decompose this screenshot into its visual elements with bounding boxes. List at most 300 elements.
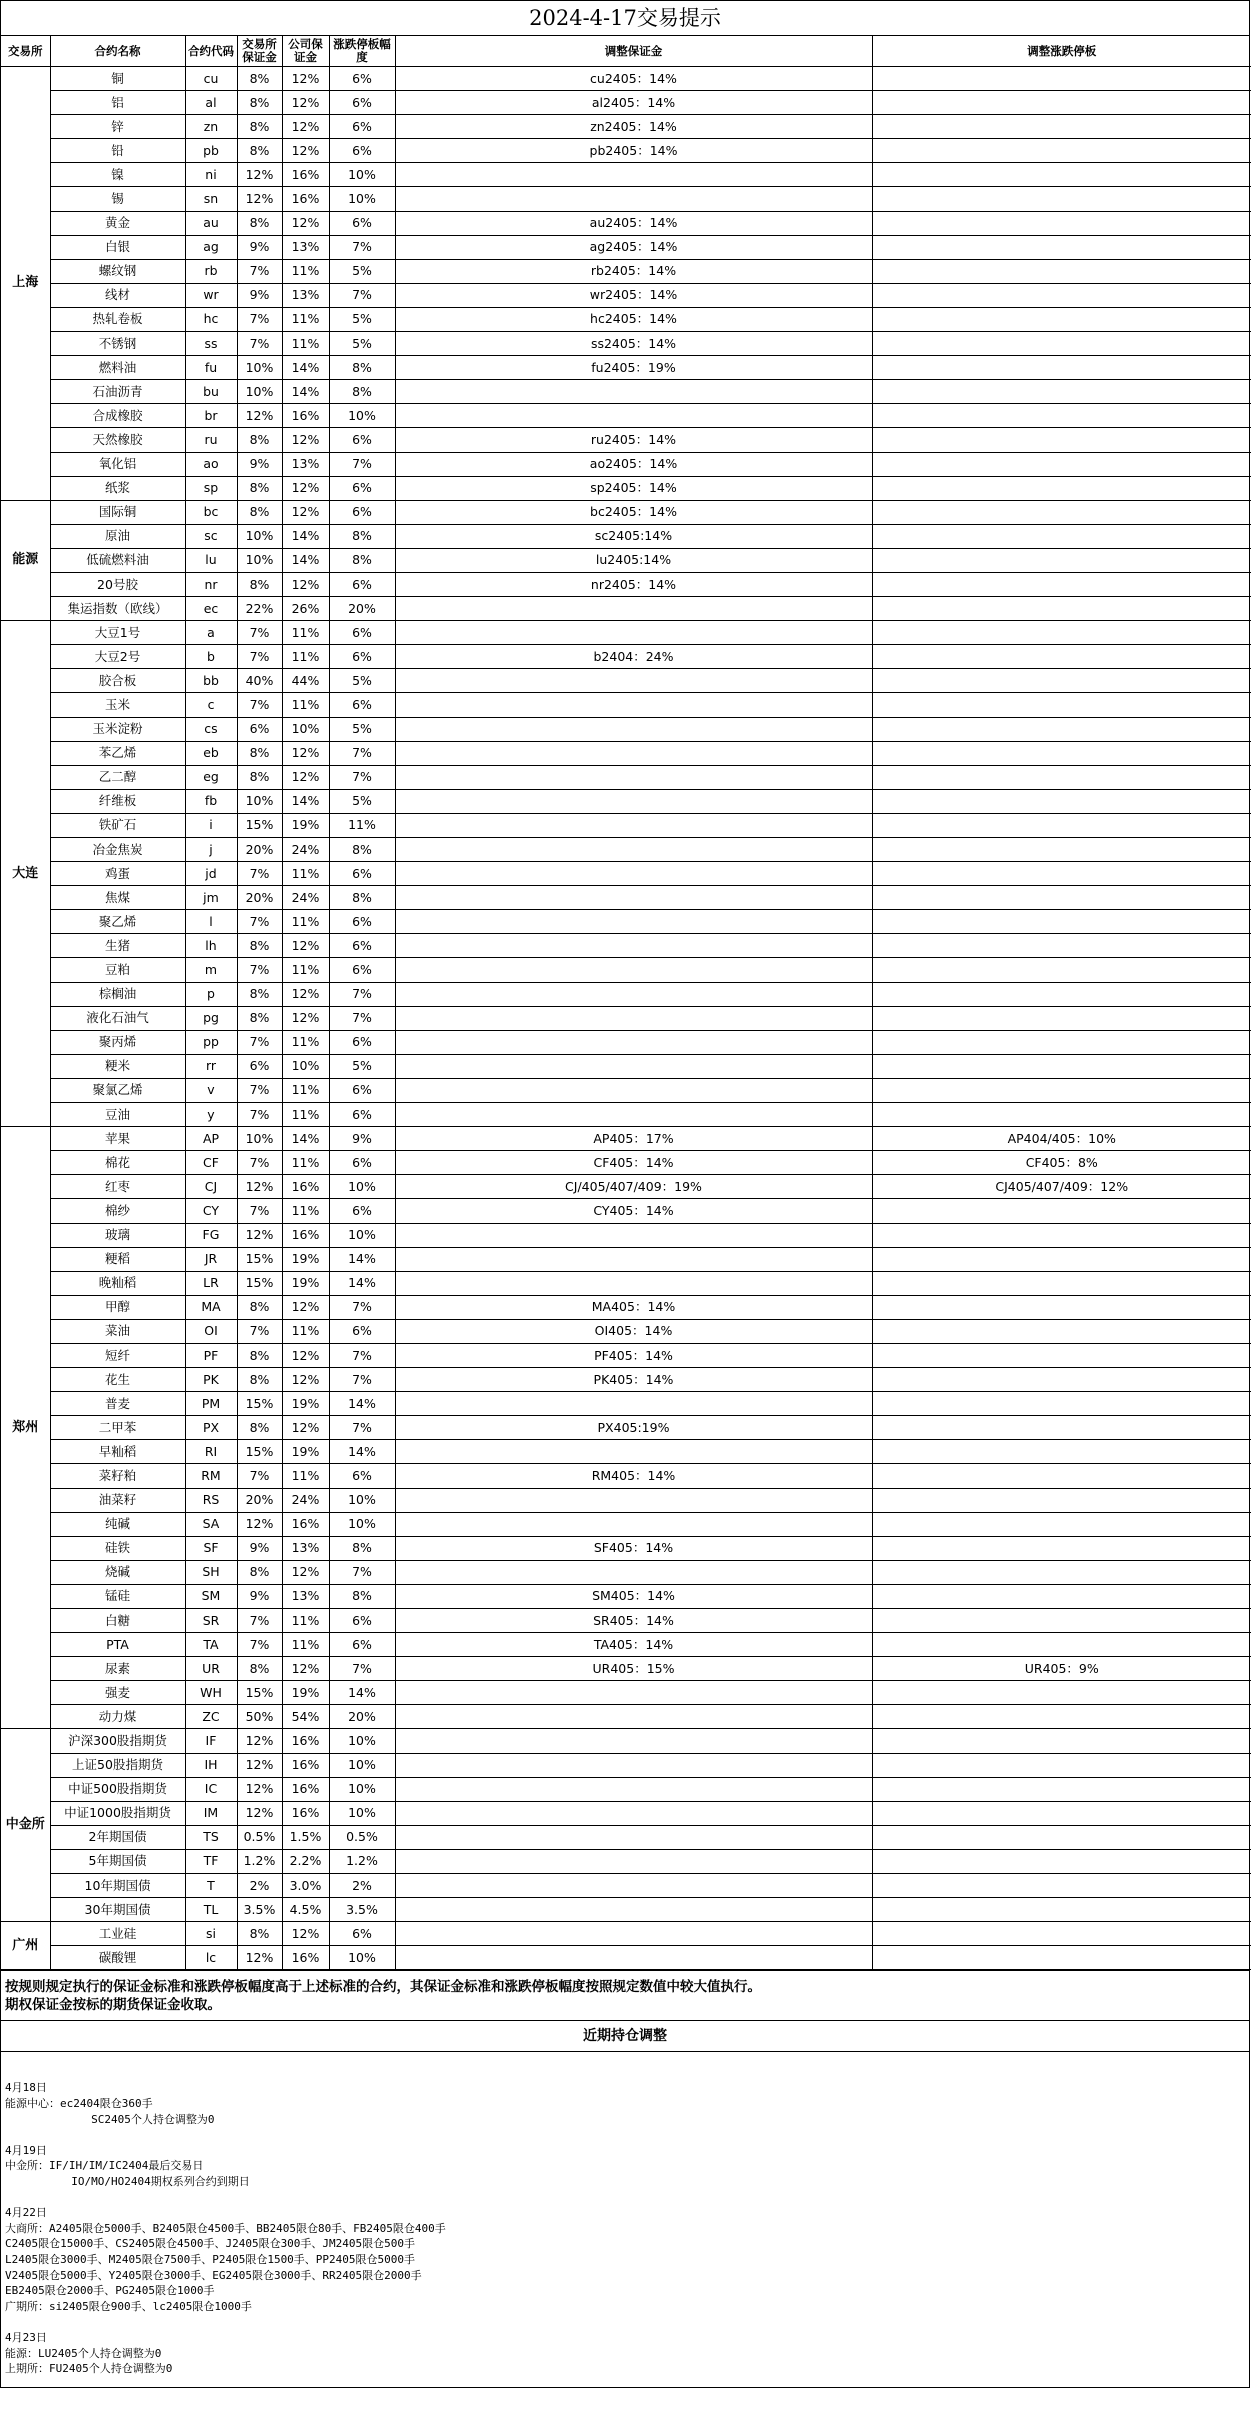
table-row (1, 1705, 1251, 1729)
exchange-margin-cell: 8% (237, 1006, 282, 1030)
adjusted-margin-cell (395, 1560, 872, 1584)
table-row (1, 1392, 1251, 1416)
company-margin-cell: 4.5% (282, 1898, 329, 1922)
exchange-margin-cell: 10% (237, 1127, 282, 1151)
adjusted-margin-cell (395, 1512, 872, 1536)
contract-code-cell: SM (185, 1584, 237, 1608)
contract-name-cell: 乙二醇 (50, 765, 185, 789)
exchange-margin-cell: 3.5% (237, 1898, 282, 1922)
adjusted-limit-cell (872, 1681, 1251, 1705)
exchange-margin-cell: 8% (237, 765, 282, 789)
adjusted-margin-cell (395, 1874, 872, 1898)
adjusted-limit-cell (872, 548, 1251, 572)
adjusted-limit-cell (872, 163, 1251, 187)
price-limit-cell: 14% (329, 1271, 395, 1295)
exchange-margin-cell: 12% (237, 1946, 282, 1970)
adjusted-limit-cell (872, 139, 1251, 163)
contract-code-cell: PF (185, 1343, 237, 1367)
exchange-margin-cell: 7% (237, 910, 282, 934)
table-row (1, 452, 1251, 476)
company-margin-cell: 16% (282, 1777, 329, 1801)
position-line: EB2405限仓2000手、PG2405限仓1000手 (5, 2284, 215, 2298)
adjusted-limit-cell (872, 645, 1251, 669)
exchange-margin-cell: 7% (237, 621, 282, 645)
exchange-margin-cell: 8% (237, 741, 282, 765)
price-limit-cell: 10% (329, 1512, 395, 1536)
company-margin-cell: 11% (282, 307, 329, 331)
exchange-cell: 能源 (1, 500, 50, 620)
price-limit-cell: 6% (329, 91, 395, 115)
margin-table (1, 36, 1251, 1970)
contract-name-cell: 硅铁 (50, 1536, 185, 1560)
exchange-margin-cell: 12% (237, 1175, 282, 1199)
price-limit-cell: 8% (329, 1584, 395, 1608)
price-limit-cell: 6% (329, 1633, 395, 1657)
exchange-margin-cell: 22% (237, 597, 282, 621)
contract-name-cell: 20号胶 (50, 572, 185, 596)
exchange-cell: 广州 (1, 1922, 50, 1970)
table-row (1, 1295, 1251, 1319)
contract-code-cell: jm (185, 886, 237, 910)
adjusted-margin-cell (395, 1681, 872, 1705)
contract-code-cell: bu (185, 380, 237, 404)
table-row (1, 597, 1251, 621)
exchange-margin-cell: 10% (237, 380, 282, 404)
adjusted-margin-cell: al2405：14% (395, 91, 872, 115)
margin-table-body (1, 36, 1251, 1970)
adjusted-margin-cell: sc2405:14% (395, 524, 872, 548)
table-row (1, 1560, 1251, 1584)
contract-code-cell: zn (185, 115, 237, 139)
position-date: 4月19日 (5, 2143, 47, 2157)
exchange-margin-cell: 12% (237, 163, 282, 187)
adjusted-limit-cell (872, 1199, 1251, 1223)
adjusted-margin-cell: au2405：14% (395, 211, 872, 235)
adjusted-margin-cell: PF405：14% (395, 1343, 872, 1367)
adjusted-limit-cell (872, 982, 1251, 1006)
adjusted-margin-cell (395, 910, 872, 934)
company-margin-cell: 12% (282, 476, 329, 500)
table-row (1, 1319, 1251, 1343)
contract-code-cell: br (185, 404, 237, 428)
adjusted-limit-cell: CJ405/407/409：12% (872, 1175, 1251, 1199)
contract-name-cell: 原油 (50, 524, 185, 548)
adjusted-limit-cell (872, 741, 1251, 765)
adjusted-margin-cell (395, 934, 872, 958)
adjusted-margin-cell: rb2405：14% (395, 259, 872, 283)
exchange-margin-cell: 9% (237, 283, 282, 307)
contract-name-cell: 黄金 (50, 211, 185, 235)
contract-name-cell: 大豆2号 (50, 645, 185, 669)
contract-code-cell: RS (185, 1488, 237, 1512)
contract-code-cell: pb (185, 139, 237, 163)
price-limit-cell: 7% (329, 741, 395, 765)
company-margin-cell: 19% (282, 1271, 329, 1295)
adjusted-margin-cell (395, 886, 872, 910)
adjusted-limit-cell (872, 1319, 1251, 1343)
adjusted-margin-cell (395, 187, 872, 211)
exchange-margin-cell: 8% (237, 1368, 282, 1392)
price-limit-cell: 10% (329, 1777, 395, 1801)
company-margin-cell: 11% (282, 259, 329, 283)
price-limit-cell: 6% (329, 1030, 395, 1054)
exchange-margin-cell: 7% (237, 1078, 282, 1102)
exchange-margin-cell: 8% (237, 572, 282, 596)
adjusted-limit-cell (872, 1753, 1251, 1777)
table-row (1, 669, 1251, 693)
exchange-margin-cell: 7% (237, 332, 282, 356)
exchange-margin-cell: 9% (237, 1584, 282, 1608)
table-row (1, 428, 1251, 452)
adjusted-limit-cell (872, 765, 1251, 789)
price-limit-cell: 10% (329, 1729, 395, 1753)
contract-code-cell: c (185, 693, 237, 717)
adjusted-limit-cell (872, 356, 1251, 380)
adjusted-margin-cell (395, 163, 872, 187)
contract-name-cell: 白银 (50, 235, 185, 259)
table-row (1, 1054, 1251, 1078)
adjusted-limit-cell (872, 1633, 1251, 1657)
contract-code-cell: IC (185, 1777, 237, 1801)
price-limit-cell: 1.2% (329, 1849, 395, 1873)
exchange-margin-cell: 8% (237, 982, 282, 1006)
price-limit-cell: 8% (329, 886, 395, 910)
exchange-margin-cell: 8% (237, 211, 282, 235)
company-margin-cell: 12% (282, 428, 329, 452)
table-row (1, 259, 1251, 283)
price-limit-cell: 6% (329, 1922, 395, 1946)
contract-name-cell: 冶金焦炭 (50, 838, 185, 862)
contract-code-cell: AP (185, 1127, 237, 1151)
company-margin-cell: 12% (282, 934, 329, 958)
exchange-margin-cell: 7% (237, 1633, 282, 1657)
contract-name-cell: 大豆1号 (50, 621, 185, 645)
company-margin-cell: 16% (282, 1801, 329, 1825)
company-margin-cell: 12% (282, 1416, 329, 1440)
position-line: 广期所：si2405限仓900手、lc2405限仓1000手 (5, 2299, 252, 2313)
position-line: 能源中心：ec2404限仓360手 (5, 2097, 153, 2110)
exchange-cell: 大连 (1, 621, 50, 1127)
header-adjusted-limit: 调整涨跌停板 (872, 36, 1251, 67)
adjusted-limit-cell (872, 1223, 1251, 1247)
exchange-margin-cell: 15% (237, 1271, 282, 1295)
table-row (1, 886, 1251, 910)
company-margin-cell: 12% (282, 91, 329, 115)
price-limit-cell: 14% (329, 1392, 395, 1416)
contract-code-cell: ZC (185, 1705, 237, 1729)
company-margin-cell: 13% (282, 235, 329, 259)
adjusted-limit-cell (872, 717, 1251, 741)
adjusted-margin-cell (395, 958, 872, 982)
adjusted-limit-cell (872, 572, 1251, 596)
adjusted-margin-cell: OI405：14% (395, 1319, 872, 1343)
contract-code-cell: bc (185, 500, 237, 524)
contract-name-cell: 工业硅 (50, 1922, 185, 1946)
adjusted-limit-cell (872, 1874, 1251, 1898)
adjusted-margin-cell (395, 789, 872, 813)
contract-code-cell: ru (185, 428, 237, 452)
adjusted-limit-cell (872, 934, 1251, 958)
adjusted-margin-cell (395, 813, 872, 837)
adjusted-limit-cell (872, 1464, 1251, 1488)
adjusted-limit-cell (872, 235, 1251, 259)
company-margin-cell: 13% (282, 283, 329, 307)
contract-code-cell: pg (185, 1006, 237, 1030)
adjusted-margin-cell: UR405：15% (395, 1657, 872, 1681)
adjusted-limit-cell (872, 1777, 1251, 1801)
price-limit-cell: 14% (329, 1247, 395, 1271)
adjusted-margin-cell (395, 1825, 872, 1849)
company-margin-cell: 11% (282, 1319, 329, 1343)
price-limit-cell: 7% (329, 765, 395, 789)
exchange-margin-cell: 15% (237, 813, 282, 837)
exchange-margin-cell: 1.2% (237, 1849, 282, 1873)
contract-code-cell: IH (185, 1753, 237, 1777)
adjusted-margin-cell (395, 669, 872, 693)
adjusted-limit-cell (872, 1488, 1251, 1512)
exchange-margin-cell: 15% (237, 1681, 282, 1705)
contract-code-cell: PM (185, 1392, 237, 1416)
table-row (1, 283, 1251, 307)
exchange-margin-cell: 9% (237, 235, 282, 259)
price-limit-cell: 6% (329, 621, 395, 645)
adjusted-limit-cell (872, 332, 1251, 356)
exchange-margin-cell: 10% (237, 524, 282, 548)
header-exchange: 交易所 (1, 36, 50, 67)
exchange-margin-cell: 10% (237, 548, 282, 572)
adjusted-margin-cell (395, 693, 872, 717)
position-line: 中金所：IF/IH/IM/IC2404最后交易日 (5, 2159, 204, 2173)
price-limit-cell: 7% (329, 283, 395, 307)
company-margin-cell: 24% (282, 1488, 329, 1512)
adjusted-limit-cell (872, 524, 1251, 548)
table-row (1, 1488, 1251, 1512)
contract-code-cell: a (185, 621, 237, 645)
contract-name-cell: 红枣 (50, 1175, 185, 1199)
adjusted-margin-cell (395, 1729, 872, 1753)
company-margin-cell: 11% (282, 958, 329, 982)
price-limit-cell: 6% (329, 934, 395, 958)
exchange-margin-cell: 8% (237, 139, 282, 163)
contract-name-cell: 棉纱 (50, 1199, 185, 1223)
contract-name-cell: 热轧卷板 (50, 307, 185, 331)
company-margin-cell: 11% (282, 621, 329, 645)
company-margin-cell: 12% (282, 67, 329, 91)
contract-code-cell: sn (185, 187, 237, 211)
contract-code-cell: LR (185, 1271, 237, 1295)
contract-code-cell: y (185, 1103, 237, 1127)
contract-name-cell: 天然橡胶 (50, 428, 185, 452)
adjusted-limit-cell (872, 1512, 1251, 1536)
company-margin-cell: 19% (282, 1681, 329, 1705)
contract-name-cell: 生猪 (50, 934, 185, 958)
position-line: L2405限仓3000手、M2405限仓7500手、P2405限仓1500手、PP2405限仓5000手 (5, 2252, 416, 2266)
adjusted-limit-cell (872, 838, 1251, 862)
exchange-margin-cell: 12% (237, 1512, 282, 1536)
position-line: SC2405个人持仓调整为0 (5, 2112, 215, 2126)
company-margin-cell: 13% (282, 1584, 329, 1608)
adjusted-limit-cell (872, 958, 1251, 982)
adjusted-limit-cell (872, 1584, 1251, 1608)
contract-name-cell: 纤维板 (50, 789, 185, 813)
adjusted-limit-cell (872, 1825, 1251, 1849)
table-row (1, 934, 1251, 958)
exchange-cell: 郑州 (1, 1127, 50, 1729)
exchange-margin-cell: 7% (237, 958, 282, 982)
exchange-margin-cell: 15% (237, 1247, 282, 1271)
company-margin-cell: 11% (282, 862, 329, 886)
price-limit-cell: 2% (329, 1874, 395, 1898)
exchange-margin-cell: 50% (237, 1705, 282, 1729)
contract-name-cell: 碳酸锂 (50, 1946, 185, 1970)
price-limit-cell: 10% (329, 1488, 395, 1512)
position-line: 能源：LU2405个人持仓调整为0 (5, 2346, 162, 2360)
contract-code-cell: cu (185, 67, 237, 91)
adjusted-margin-cell: ao2405：14% (395, 452, 872, 476)
price-limit-cell: 6% (329, 115, 395, 139)
header-adjusted-margin: 调整保证金 (395, 36, 872, 67)
price-limit-cell: 10% (329, 404, 395, 428)
contract-name-cell: 5年期国债 (50, 1849, 185, 1873)
contract-code-cell: SH (185, 1560, 237, 1584)
adjusted-margin-cell: PX405:19% (395, 1416, 872, 1440)
adjusted-margin-cell (395, 1054, 872, 1078)
exchange-margin-cell: 10% (237, 356, 282, 380)
table-row (1, 1151, 1251, 1175)
contract-code-cell: MA (185, 1295, 237, 1319)
company-margin-cell: 12% (282, 1560, 329, 1584)
exchange-margin-cell: 12% (237, 187, 282, 211)
table-row (1, 1801, 1251, 1825)
table-row (1, 765, 1251, 789)
company-margin-cell: 14% (282, 1127, 329, 1151)
header-code: 合约代码 (185, 36, 237, 67)
rule-note-line-2: 期权保证金按标的期货保证金收取。 (5, 1997, 221, 2014)
contract-name-cell: 铅 (50, 139, 185, 163)
price-limit-cell: 7% (329, 452, 395, 476)
table-row (1, 1078, 1251, 1102)
table-row (1, 741, 1251, 765)
table-row (1, 163, 1251, 187)
company-margin-cell: 2.2% (282, 1849, 329, 1873)
contract-name-cell: 鸡蛋 (50, 862, 185, 886)
table-row (1, 838, 1251, 862)
exchange-margin-cell: 7% (237, 259, 282, 283)
adjusted-limit-cell (872, 1729, 1251, 1753)
company-margin-cell: 12% (282, 741, 329, 765)
header-name: 合约名称 (50, 36, 185, 67)
contract-code-cell: TL (185, 1898, 237, 1922)
contract-code-cell: PK (185, 1368, 237, 1392)
adjusted-limit-cell (872, 1922, 1251, 1946)
adjusted-limit-cell (872, 1440, 1251, 1464)
adjusted-margin-cell: AP405：17% (395, 1127, 872, 1151)
contract-name-cell: 胶合板 (50, 669, 185, 693)
contract-name-cell: 聚氯乙烯 (50, 1078, 185, 1102)
adjusted-margin-cell (395, 1103, 872, 1127)
exchange-margin-cell: 8% (237, 91, 282, 115)
contract-name-cell: 苯乙烯 (50, 741, 185, 765)
position-date: 4月23日 (5, 2330, 47, 2344)
company-margin-cell: 12% (282, 1368, 329, 1392)
exchange-margin-cell: 12% (237, 1729, 282, 1753)
adjusted-limit-cell (872, 862, 1251, 886)
table-row (1, 572, 1251, 596)
table-row (1, 789, 1251, 813)
contract-name-cell: 棕榈油 (50, 982, 185, 1006)
table-row (1, 1657, 1251, 1681)
price-limit-cell: 10% (329, 163, 395, 187)
contract-code-cell: TF (185, 1849, 237, 1873)
contract-name-cell: 锰硅 (50, 1584, 185, 1608)
adjusted-margin-cell: fu2405：19% (395, 356, 872, 380)
contract-name-cell: 烧碱 (50, 1560, 185, 1584)
adjusted-margin-cell (395, 862, 872, 886)
price-limit-cell: 5% (329, 1054, 395, 1078)
table-row (1, 115, 1251, 139)
contract-code-cell: v (185, 1078, 237, 1102)
table-row (1, 404, 1251, 428)
adjusted-margin-cell: SR405：14% (395, 1609, 872, 1633)
price-limit-cell: 7% (329, 1416, 395, 1440)
price-limit-cell: 7% (329, 1343, 395, 1367)
contract-name-cell: 强麦 (50, 1681, 185, 1705)
table-row (1, 1368, 1251, 1392)
adjusted-limit-cell (872, 307, 1251, 331)
price-limit-cell: 6% (329, 67, 395, 91)
exchange-margin-cell: 8% (237, 1657, 282, 1681)
price-limit-cell: 6% (329, 1103, 395, 1127)
contract-code-cell: sp (185, 476, 237, 500)
exchange-margin-cell: 6% (237, 717, 282, 741)
company-margin-cell: 10% (282, 717, 329, 741)
exchange-margin-cell: 7% (237, 1151, 282, 1175)
exchange-cell: 上海 (1, 67, 50, 501)
table-row (1, 1898, 1251, 1922)
contract-code-cell: JR (185, 1247, 237, 1271)
adjusted-limit-cell (872, 1271, 1251, 1295)
company-margin-cell: 11% (282, 1464, 329, 1488)
contract-name-cell: 铁矿石 (50, 813, 185, 837)
price-limit-cell: 5% (329, 669, 395, 693)
table-row (1, 1103, 1251, 1127)
company-margin-cell: 16% (282, 187, 329, 211)
exchange-margin-cell: 20% (237, 886, 282, 910)
table-row (1, 1946, 1251, 1970)
price-limit-cell: 8% (329, 1536, 395, 1560)
adjusted-margin-cell: SM405：14% (395, 1584, 872, 1608)
table-row (1, 1127, 1251, 1151)
contract-code-cell: al (185, 91, 237, 115)
price-limit-cell: 6% (329, 211, 395, 235)
contract-code-cell: ec (185, 597, 237, 621)
contract-name-cell: 甲醇 (50, 1295, 185, 1319)
contract-name-cell: 白糖 (50, 1609, 185, 1633)
contract-name-cell: 尿素 (50, 1657, 185, 1681)
table-row (1, 1271, 1251, 1295)
adjusted-margin-cell (395, 717, 872, 741)
company-margin-cell: 11% (282, 1030, 329, 1054)
contract-code-cell: j (185, 838, 237, 862)
adjusted-limit-cell (872, 476, 1251, 500)
contract-code-cell: UR (185, 1657, 237, 1681)
price-limit-cell: 14% (329, 1681, 395, 1705)
price-limit-cell: 8% (329, 524, 395, 548)
adjusted-margin-cell (395, 1247, 872, 1271)
company-margin-cell: 11% (282, 693, 329, 717)
company-margin-cell: 12% (282, 1295, 329, 1319)
adjusted-margin-cell: hc2405：14% (395, 307, 872, 331)
